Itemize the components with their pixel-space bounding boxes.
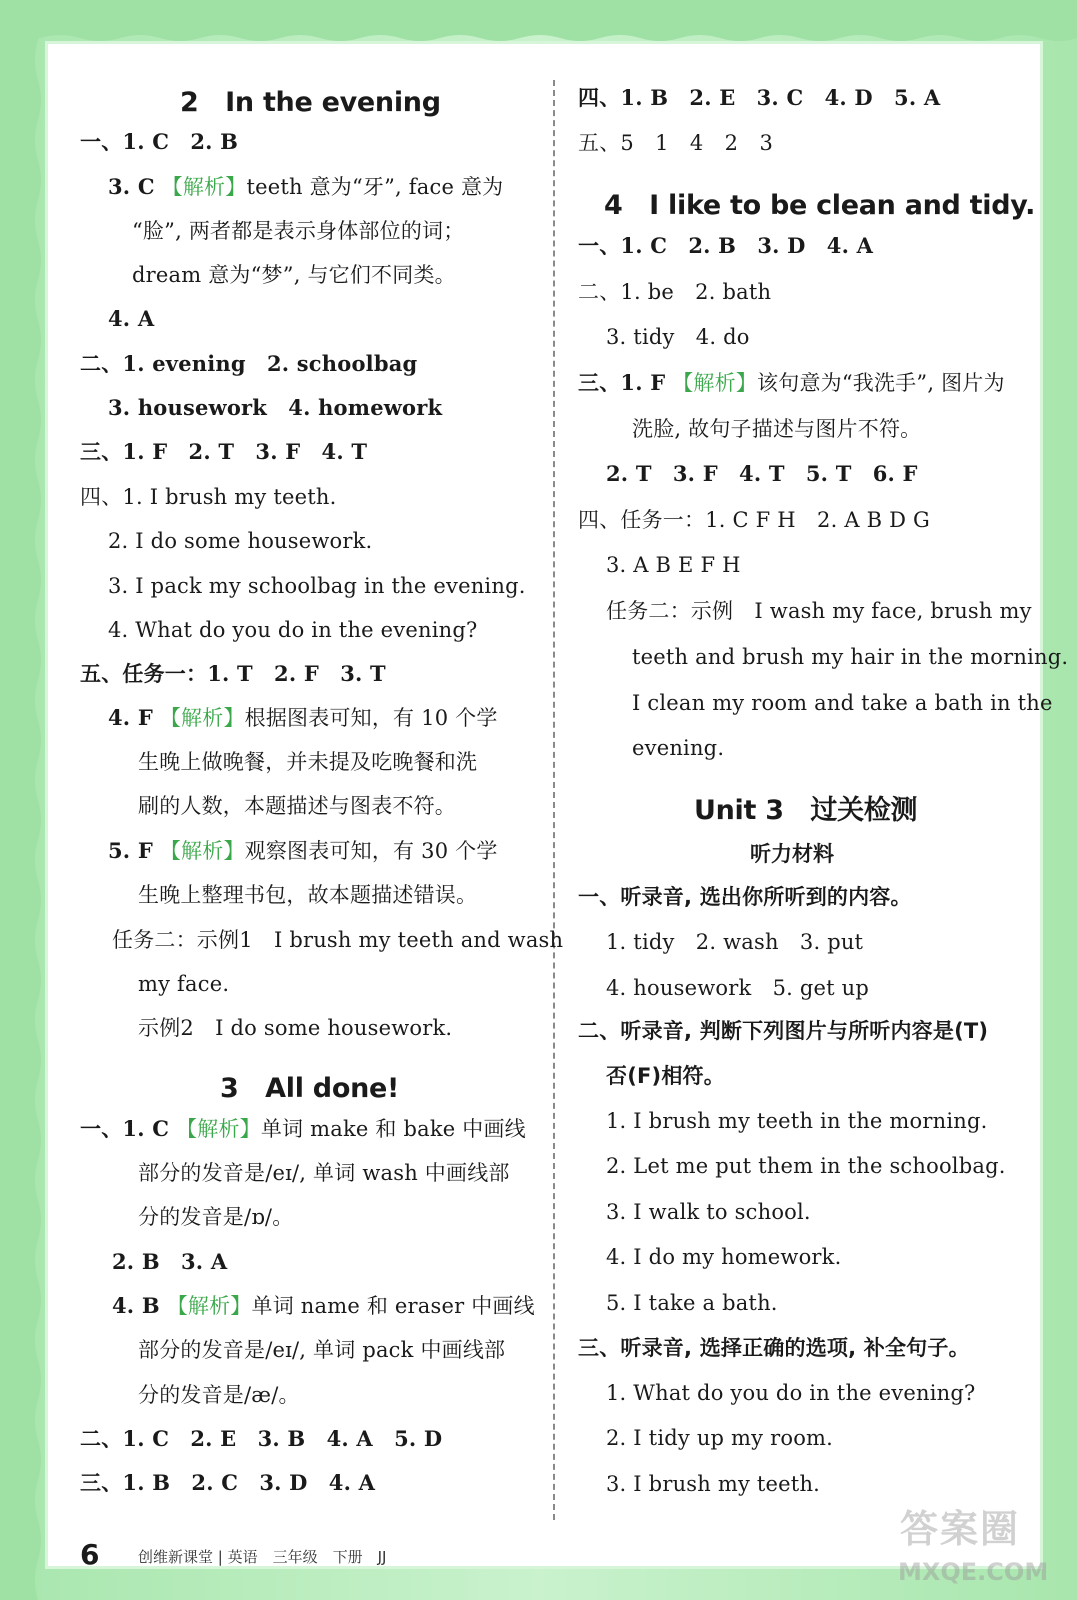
answer-line: 部分的发音是/eɪ/, 单词 pack 中画线部: [138, 1338, 506, 1362]
answer-line: 4. B 【解析】单词 name 和 eraser 中画线: [112, 1293, 535, 1318]
answer-line: 一、1. C 2. B 3. D 4. A: [578, 233, 874, 258]
page-number: 6: [80, 1538, 100, 1571]
answer-line: 3. A B E F H: [606, 553, 741, 577]
answer-line: 5. I take a bath.: [606, 1291, 778, 1315]
answer-line: 5. F 【解析】观察图表可知，有 30 个学: [108, 838, 498, 863]
section-instruction: 三、听录音, 选择正确的选项, 补全句子。: [578, 1336, 970, 1360]
analysis-tag: 【解析】: [672, 371, 758, 395]
answer-line: 五、5 1 4 2 3: [578, 131, 774, 155]
analysis-tag: 【解析】: [161, 175, 247, 199]
answer-line: “脸”, 两者都是表示身体部位的词；: [132, 219, 465, 243]
answer-line: 一、1. C 2. B: [80, 129, 239, 154]
answer-line: 1. tidy 2. wash 3. put: [606, 930, 864, 954]
answer-line: 2. I tidy up my room.: [606, 1426, 834, 1450]
answer-line: 生晚上整理书包，故本题描述错误。: [138, 883, 478, 907]
answer-line: 四、1. I brush my teeth.: [80, 485, 337, 509]
watermark-url: MXQE.COM: [898, 1558, 1049, 1586]
answer-line: 刷的人数，本题描述与图表不符。: [138, 794, 456, 818]
section-2-title: 2 In the evening: [180, 87, 441, 118]
answer-line: 3. C 【解析】teeth 意为“牙”, face 意为: [108, 174, 504, 199]
section-instruction: 一、听录音, 选出你所听到的内容。: [578, 885, 912, 909]
answer-line: 分的发音是/æ/。: [138, 1383, 300, 1407]
analysis-tag: 【解析】: [176, 1117, 261, 1141]
answer-line: 1. I brush my teeth in the morning.: [606, 1109, 988, 1133]
answer-line: 五、任务一：1. T 2. F 3. T: [80, 661, 386, 686]
answer-line: 三、1. B 2. C 3. D 4. A: [80, 1470, 376, 1495]
answer-line: 2. I do some housework.: [108, 529, 373, 553]
analysis-tag: 【解析】: [166, 1294, 252, 1318]
answer-line: 3. housework 4. homework: [108, 395, 443, 420]
watermark: [892, 1498, 1068, 1594]
analysis-tag: 【解析】: [159, 839, 245, 863]
answer-line: 3. tidy 4. do: [606, 325, 750, 349]
answer-line: 4. housework 5. get up: [606, 976, 870, 1000]
answer-line: teeth and brush my hair in the morning.: [632, 645, 1069, 669]
unit-test-title: Unit 3 过关检测: [694, 795, 918, 826]
answer-line: 4. A: [108, 306, 155, 331]
answer-line: 二、1. C 2. E 3. B 4. A 5. D: [80, 1426, 443, 1451]
answer-line: 3. I pack my schoolbag in the evening.: [108, 574, 526, 598]
analysis-tag: 【解析】: [159, 706, 245, 730]
answer-line: 一、1. C 【解析】单词 make 和 bake 中画线: [80, 1116, 526, 1141]
answer-line: 2. Let me put them in the schoolbag.: [606, 1154, 1006, 1178]
section-4-title: 4 I like to be clean and tidy.: [604, 190, 1036, 221]
answer-line: 任务二：示例1 I brush my teeth and wash: [112, 928, 564, 952]
answer-line: 洗脸, 故句子描述与图片不符。: [632, 417, 922, 441]
book-info: 创维新课堂 | 英语 三年级 下册 JJ: [138, 1548, 387, 1566]
answer-line: 部分的发音是/eɪ/, 单词 wash 中画线部: [138, 1161, 510, 1185]
answer-line: 二、1. be 2. bath: [578, 280, 772, 304]
answer-line: 三、1. F 【解析】该句意为“我洗手”, 图片为: [578, 370, 1005, 395]
listening-material-title: 听力材料: [750, 842, 834, 866]
answer-line: 任务二：示例 I wash my face, brush my: [606, 599, 1032, 623]
answer-line: 1. What do you do in the evening?: [606, 1381, 976, 1405]
answer-line: evening.: [632, 736, 725, 760]
answer-line: dream 意为“梦”, 与它们不同类。: [132, 263, 456, 287]
answer-line: 生晚上做晚餐，并未提及吃晚餐和洗: [138, 750, 478, 774]
column-divider: [553, 80, 555, 1520]
section-instruction: 否(F)相符。: [606, 1064, 725, 1088]
answer-line: 2. T 3. F 4. T 5. T 6. F: [606, 461, 918, 486]
answer-line: 示例2 I do some housework.: [138, 1016, 453, 1040]
answer-line: 三、1. F 2. T 3. F 4. T: [80, 439, 368, 464]
answer-line: 分的发音是/ɒ/。: [138, 1205, 294, 1229]
answer-line: 二、1. evening 2. schoolbag: [80, 351, 418, 376]
answer-line: 3. I walk to school.: [606, 1200, 811, 1224]
section-instruction: 二、听录音, 判断下列图片与所听内容是(T): [578, 1019, 989, 1043]
answer-line: 4. What do you do in the evening?: [108, 618, 478, 642]
answer-line: I clean my room and take a bath in the: [632, 691, 1053, 715]
answer-line: 四、1. B 2. E 3. C 4. D 5. A: [578, 85, 941, 110]
watermark-logo: 答案圈: [900, 1507, 1021, 1551]
answer-line: 2. B 3. A: [112, 1249, 228, 1274]
answer-line: 四、任务一：1. C F H 2. A B D G: [578, 508, 930, 532]
answer-line: my face.: [138, 972, 230, 996]
answer-line: 3. I brush my teeth.: [606, 1472, 821, 1496]
answer-line: 4. I do my homework.: [606, 1245, 842, 1269]
answer-line: 4. F 【解析】根据图表可知，有 10 个学: [108, 705, 498, 730]
section-3-title: 3 All done!: [220, 1073, 400, 1104]
